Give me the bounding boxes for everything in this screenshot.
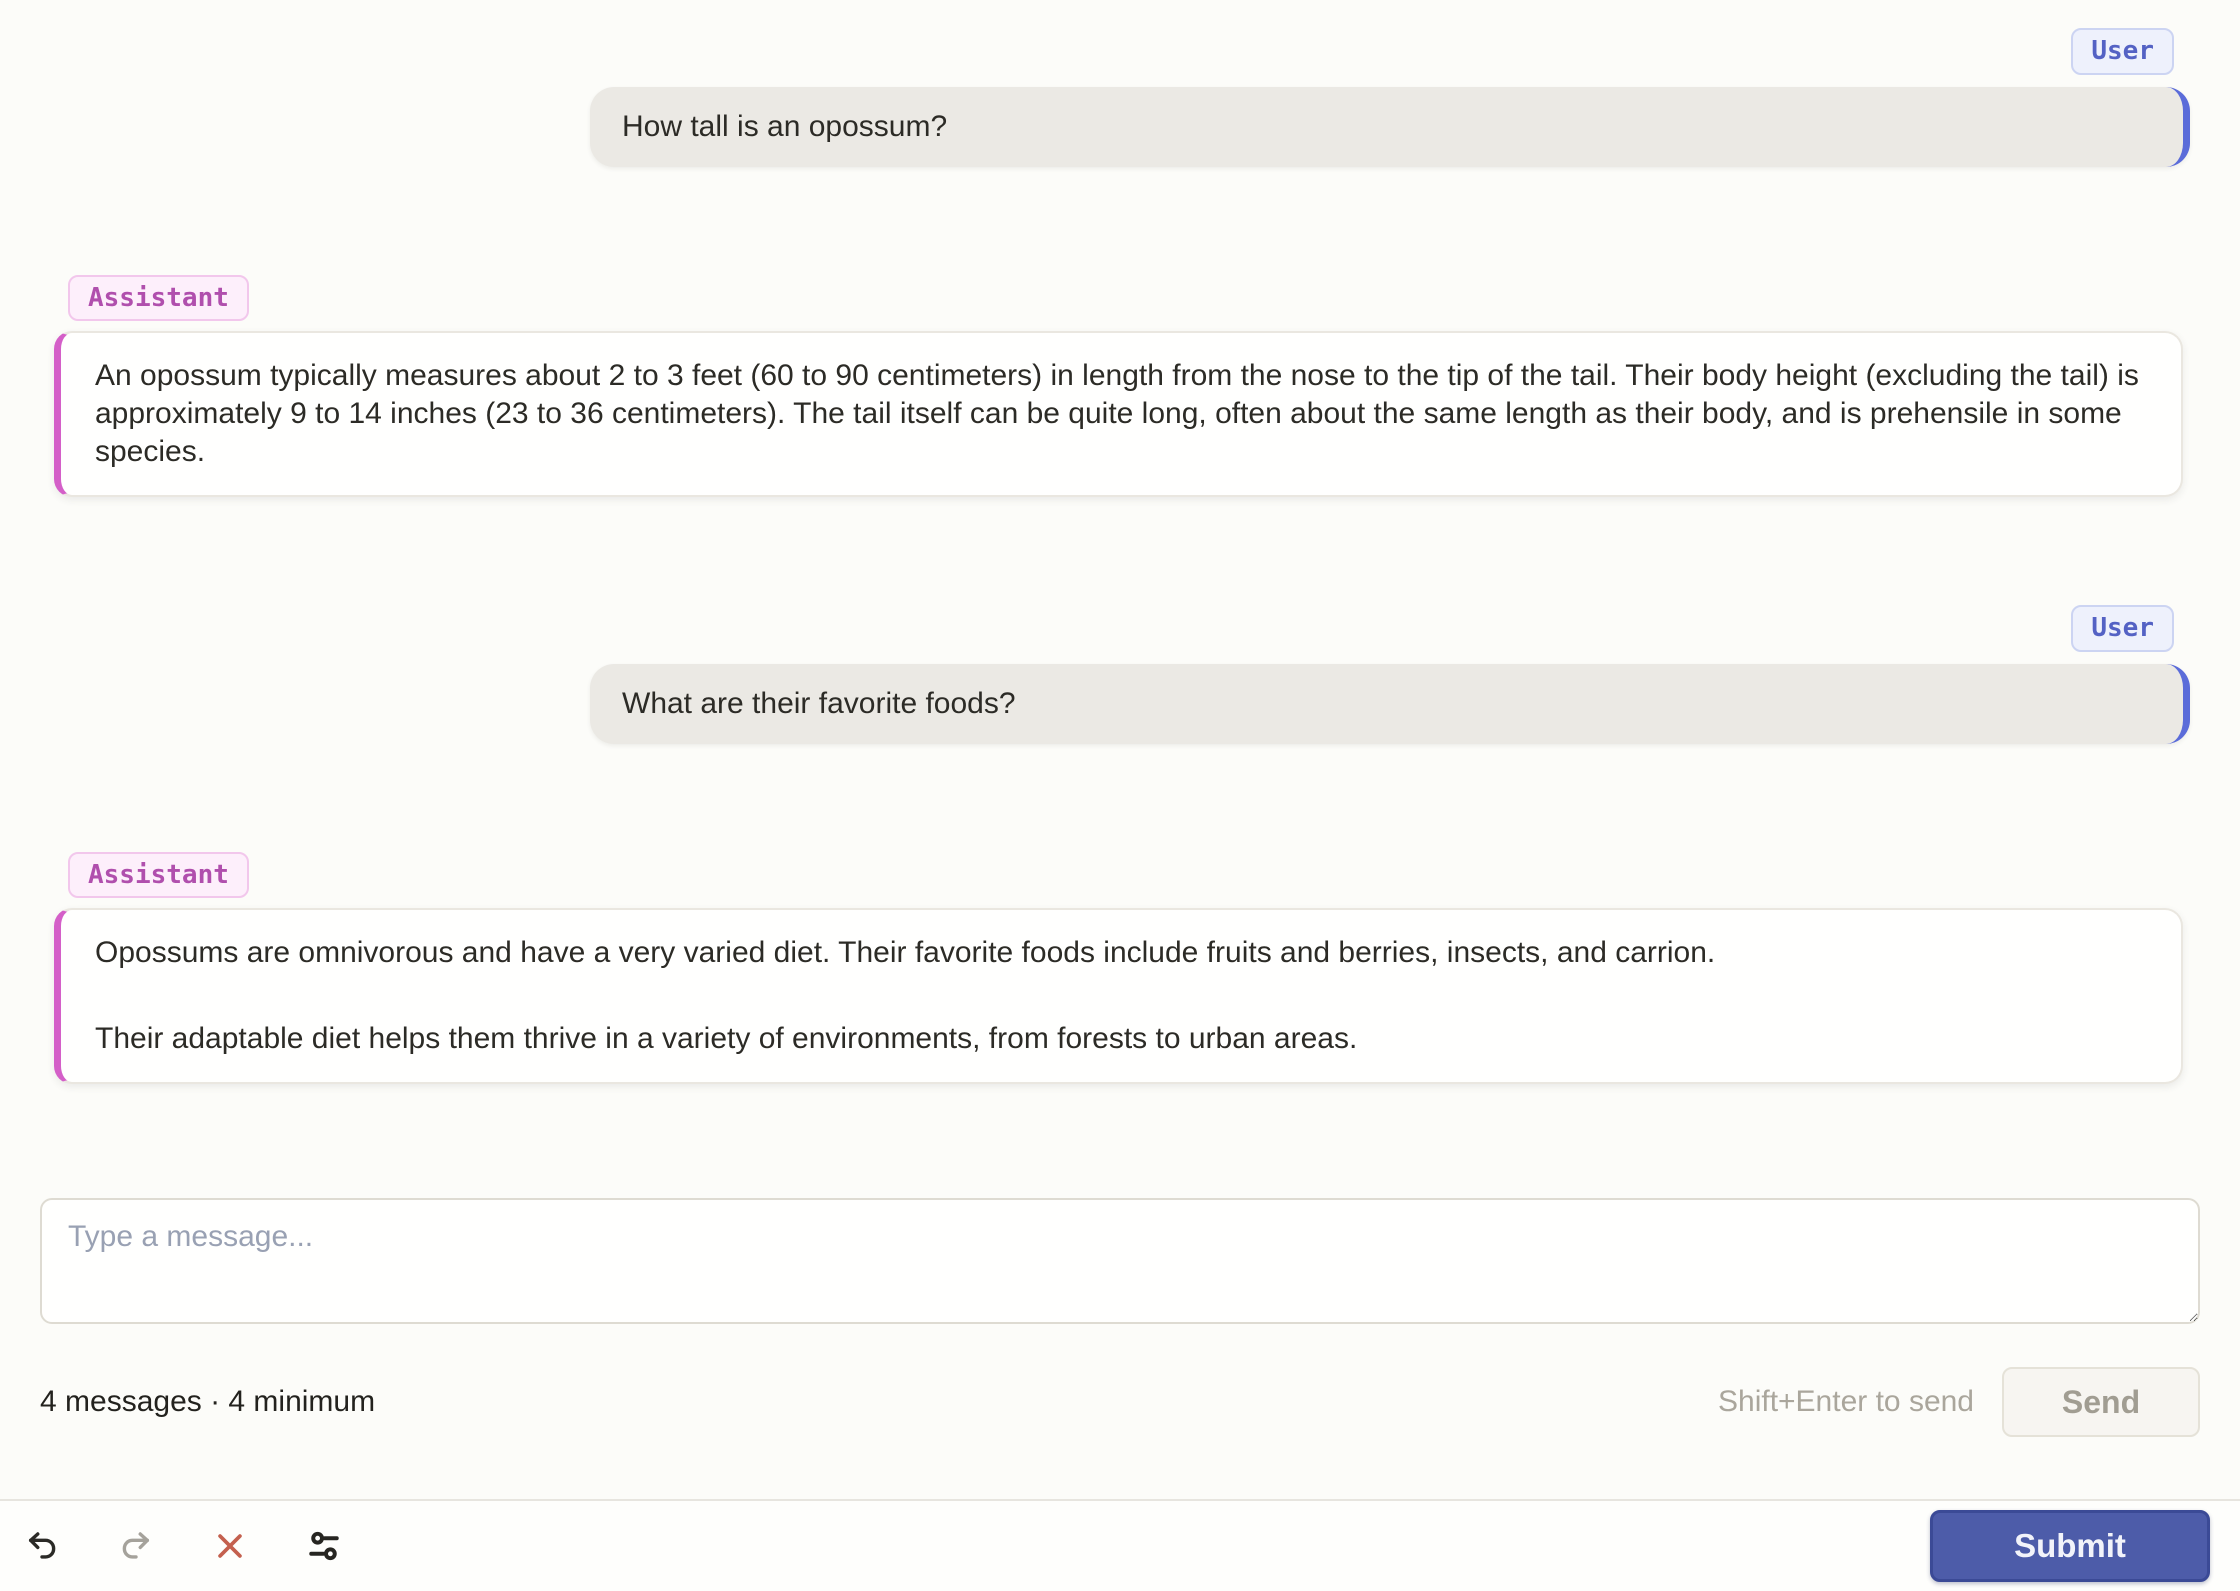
role-badge-user: User	[2071, 605, 2174, 652]
send-button[interactable]: Send	[2002, 1367, 2200, 1437]
redo-button[interactable]	[116, 1526, 156, 1566]
user-message-text: What are their favorite foods?	[622, 686, 1016, 720]
sliders-icon	[307, 1529, 341, 1563]
undo-icon	[25, 1529, 59, 1563]
assistant-message-paragraph: Their adaptable diet helps them thrive in a variety of environments, from forests to urban areas.	[95, 1022, 1358, 1056]
footer-toolbar	[0, 1499, 2240, 1591]
composer-status-row	[40, 1367, 2200, 1437]
message-group-assistant-2	[40, 852, 2200, 1085]
assistant-message-bubble	[54, 908, 2183, 1084]
user-message-bubble	[590, 664, 2190, 744]
clear-button[interactable]	[210, 1526, 250, 1566]
composer	[40, 1198, 2200, 1329]
message-group-user-1	[40, 28, 2200, 167]
assistant-message-text: An opossum typically measures about 2 to 3 feet (60 to 90 centimeters) in length from the nose to the tip of the tail. Their body height (excluding the tail) is approximately 9 to 14 inches (23 to 36 centimeters). The tail itself can be quite long, often about the same length as their body, and is prehensile in some species.	[95, 359, 2139, 469]
badge-row	[40, 28, 2200, 75]
redo-icon	[119, 1529, 153, 1563]
role-badge-assistant: Assistant	[68, 275, 249, 322]
assistant-message-paragraph: Opossums are omnivorous and have a very varied diet. Their favorite foods include fruits and berries, insects, and carrion.	[95, 936, 1716, 970]
role-badge-assistant: Assistant	[68, 852, 249, 899]
undo-button[interactable]	[22, 1526, 62, 1566]
message-group-user-2	[40, 605, 2200, 744]
user-message-text: How tall is an opossum?	[622, 109, 948, 143]
close-icon	[213, 1529, 247, 1563]
send-shortcut-hint: Shift+Enter to send	[1718, 1385, 1974, 1419]
badge-row	[40, 852, 2200, 899]
message-counter: 4 messages · 4 minimum	[40, 1385, 376, 1419]
badge-row	[40, 275, 2200, 322]
assistant-message-bubble	[54, 331, 2183, 497]
message-input[interactable]	[40, 1198, 2200, 1324]
message-group-assistant-1	[40, 275, 2200, 498]
role-badge-user: User	[2071, 28, 2174, 75]
user-message-bubble	[590, 87, 2190, 167]
settings-button[interactable]	[304, 1526, 344, 1566]
submit-button[interactable]: Submit	[1930, 1510, 2210, 1582]
badge-row	[40, 605, 2200, 652]
